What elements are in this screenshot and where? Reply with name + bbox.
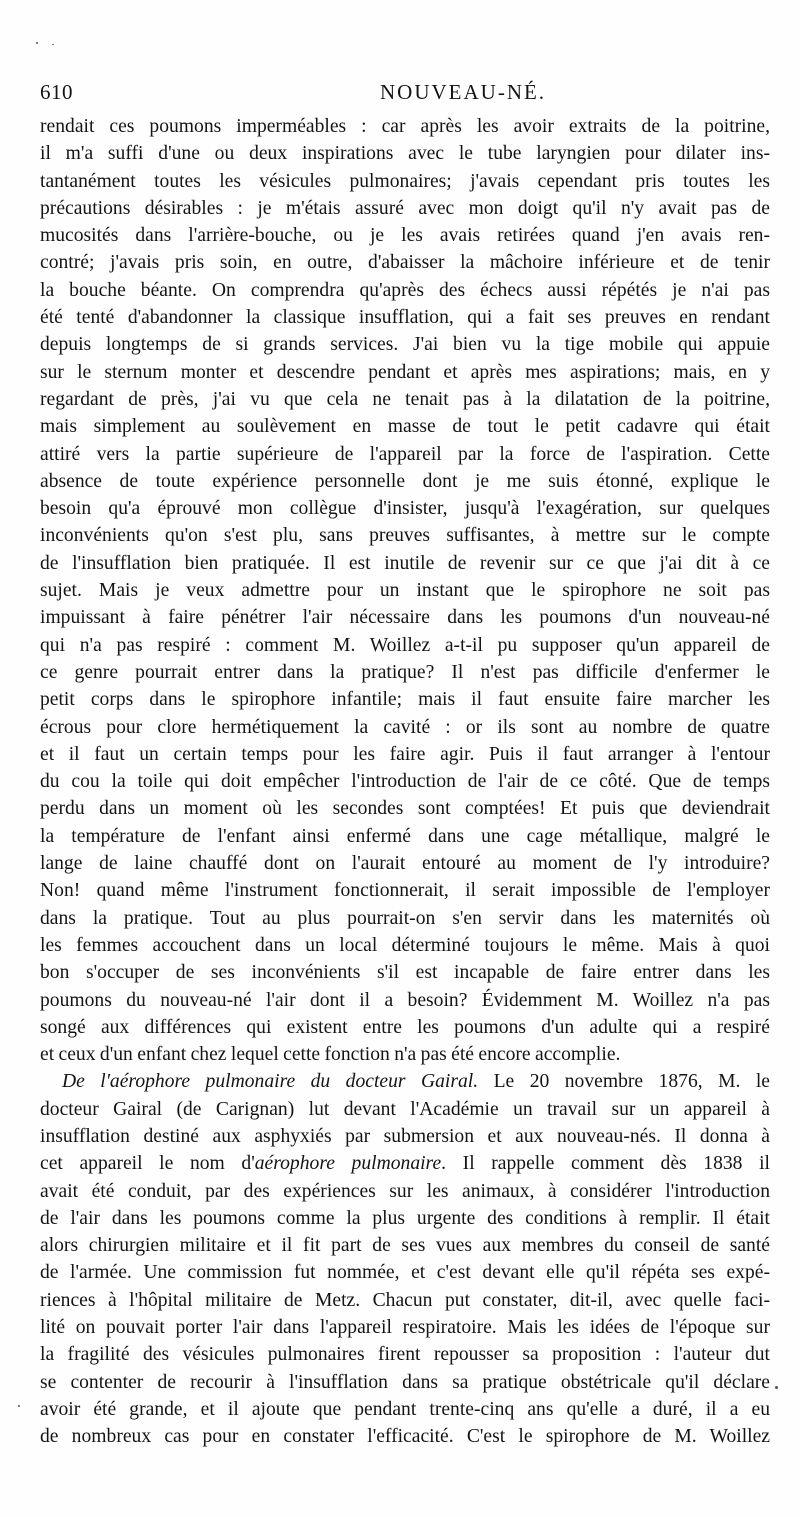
text-line: absence de toute expérience personnelle dont je me suis étonné, explique le [40,470,770,492]
ink-speck [18,1405,20,1407]
text-line: la fragilité des vésicules pulmonaires firent repousser sa proposition : l'auteur dut [40,1344,770,1366]
text-line: lange de laine chauffé dont on l'aurait entouré au moment de l'y introduire? [40,853,770,875]
text-line: il m'a suffi d'une ou deux inspirations avec le tube laryngien pour dilater ins- [40,143,770,165]
text-line: les femmes accouchent dans un local déterminé toujours le même. Mais à quoi [40,934,770,956]
text-line: du cou la toile qui doit empêcher l'introduction de l'air de ce côté. Que de temps [40,771,770,793]
text-line: précautions désirables : je m'étais assuré avec mon doigt qu'il n'y avait pas de [40,197,770,219]
text-fragment: . Il rappelle comment dès 1838 il [441,1153,770,1175]
text-line: et il faut un certain temps pour les faire agir. Puis il faut arranger à l'entour [40,743,770,765]
text-line: sur le sternum monter et descendre pendant et après mes aspirations; mais, en y [40,361,770,383]
text-line: inconvénients qu'on s'est plu, sans preuves suffisantes, à mettre sur le compte [40,525,770,547]
text-line: docteur Gairal (de Carignan) lut devant l'Académie un travail sur un appareil à [40,1098,770,1120]
text-fragment: cet appareil le nom d' [40,1153,255,1175]
text-line: perdu dans un moment où les secondes sont comptées! Et puis que deviendrait [40,798,770,820]
text-line: dans la pratique. Tout au plus pourrait-on s'en servir dans les maternités où [40,907,770,929]
text-line: songé aux différences qui existent entre les poumons d'un adulte qui a respiré [40,1016,770,1038]
text-line: la bouche béante. On comprendra qu'après des échecs aussi répétés je n'ai pas [40,279,770,301]
term-italic: aérophore pulmonaire [254,1153,442,1175]
text-line: mais simplement au soulèvement en masse de tout le petit cadavre qui était [40,416,770,438]
paragraph-asphyxia-critique [40,113,770,1068]
text-line [40,1068,770,1095]
text-line: de l'air dans les poumons comme la plus urgente des conditions à remplir. Il était [40,1207,770,1229]
text-line: bon s'occuper de ses inconvénients s'il est incapable de faire entrer dans les [40,962,770,984]
text-line: de l'armée. Une commission fut nommée, et c'est devant elle qu'il répéta ses expé- [40,1262,770,1284]
text-line: regardant de près, j'ai vu que cela ne tenait pas à la dilatation de la poitrine, [40,388,770,410]
text-line: mucosités dans l'arrière-bouche, ou je les avais retirées quand j'en avais ren- [40,225,770,247]
body-text [40,113,770,1451]
text-line: rendait ces poumons imperméables : car après les avoir extraits de la poitrine, [40,116,770,137]
running-header [40,80,770,110]
ink-speck [52,44,54,45]
text-fragment: Le 20 novembre 1876, M. le [478,1071,770,1093]
text-line: attiré vers la partie supérieure de l'appareil par la force de l'aspiration. Cette [40,443,770,465]
text-line: besoin qu'a éprouvé mon collègue d'insister, jusqu'à l'exagération, sur quelques [40,498,770,520]
text-line: alors chirurgien militaire et il fit part de ses vues aux membres du conseil de santé [40,1235,770,1257]
text-line: été tenté d'abandonner la classique insufflation, qui a fait ses preuves en rendant [40,307,770,329]
text-line: tantanément toutes les vésicules pulmonaires; j'avais cependant pris toutes les [40,170,770,192]
text-line: contré; j'avais pris soin, en outre, d'abaisser la mâchoire inférieure et de tenir [40,252,770,274]
running-title: NOUVEAU-NÉ. [380,80,547,104]
text-line: avoir été grande, et il ajoute que pendant trente-cinq ans qu'elle a duré, il a eu [40,1398,770,1420]
text-line [40,1150,770,1177]
text-line: avait été conduit, par des expériences sur les animaux, à considérer l'introduction [40,1180,770,1202]
text-line: la température de l'enfant ainsi enfermé dans une cage métallique, malgré le [40,825,770,847]
text-line: Non! quand même l'instrument fonctionnerait, il serait impossible de l'employer [40,880,770,902]
text-line: et ceux d'un enfant chez lequel cette fonction n'a pas été encore accomplie. [40,1044,621,1066]
text-line: impuissant à faire pénétrer l'air nécessaire dans les poumons d'un nouveau-né [40,607,770,629]
section-heading-italic: De l'aérophore pulmonaire du docteur Gairal. [62,1071,479,1093]
text-line: se contenter de recourir à l'insufflation dans sa pratique obstétricale qu'il déclare [40,1371,770,1393]
text-line: de nombreux cas pour en constater l'efficacité. C'est le spirophore de M. Woillez [40,1426,770,1448]
text-line: insufflation destiné aux asphyxiés par submersion et aux nouveau-nés. Il donna à [40,1125,770,1147]
page-number: 610 [40,80,73,104]
text-line: riences à l'hôpital militaire de Metz. Chacun put constater, dit-il, avec quelle faci- [40,1289,770,1311]
text-line: lité on pouvait porter l'air dans l'appareil respiratoire. Mais les idées de l'époque sur [40,1317,770,1339]
text-line: depuis longtemps de si grands services. J'ai bien vu la tige mobile qui appuie [40,334,770,356]
text-line: poumons du nouveau-né l'air dont il a besoin? Évidemment M. Woillez n'a pas [40,989,770,1011]
text-line: de l'insufflation bien pratiquée. Il est inutile de revenir sur ce que j'ai dit à ce [40,552,770,574]
ink-speck [775,1386,778,1389]
text-line: petit corps dans le spirophore infantile; mais il faut ensuite faire marcher les [40,689,770,711]
paragraph-continuation [40,1178,770,1451]
text-line: écrous pour clore hermétiquement la cavité : or ils sont au nombre de quatre [40,716,770,738]
text-line: qui n'a pas respiré : comment M. Woillez a-t-il pu supposer qu'un appareil de [40,634,770,656]
ink-speck [36,42,38,44]
text-line: ce genre pourrait entrer dans la pratique? Il n'est pas difficile d'enfermer le [40,661,770,683]
paragraph-gairal-aerophore [40,1068,770,1450]
text-line: sujet. Mais je veux admettre pour un instant que le spirophore ne soit pas [40,580,770,602]
